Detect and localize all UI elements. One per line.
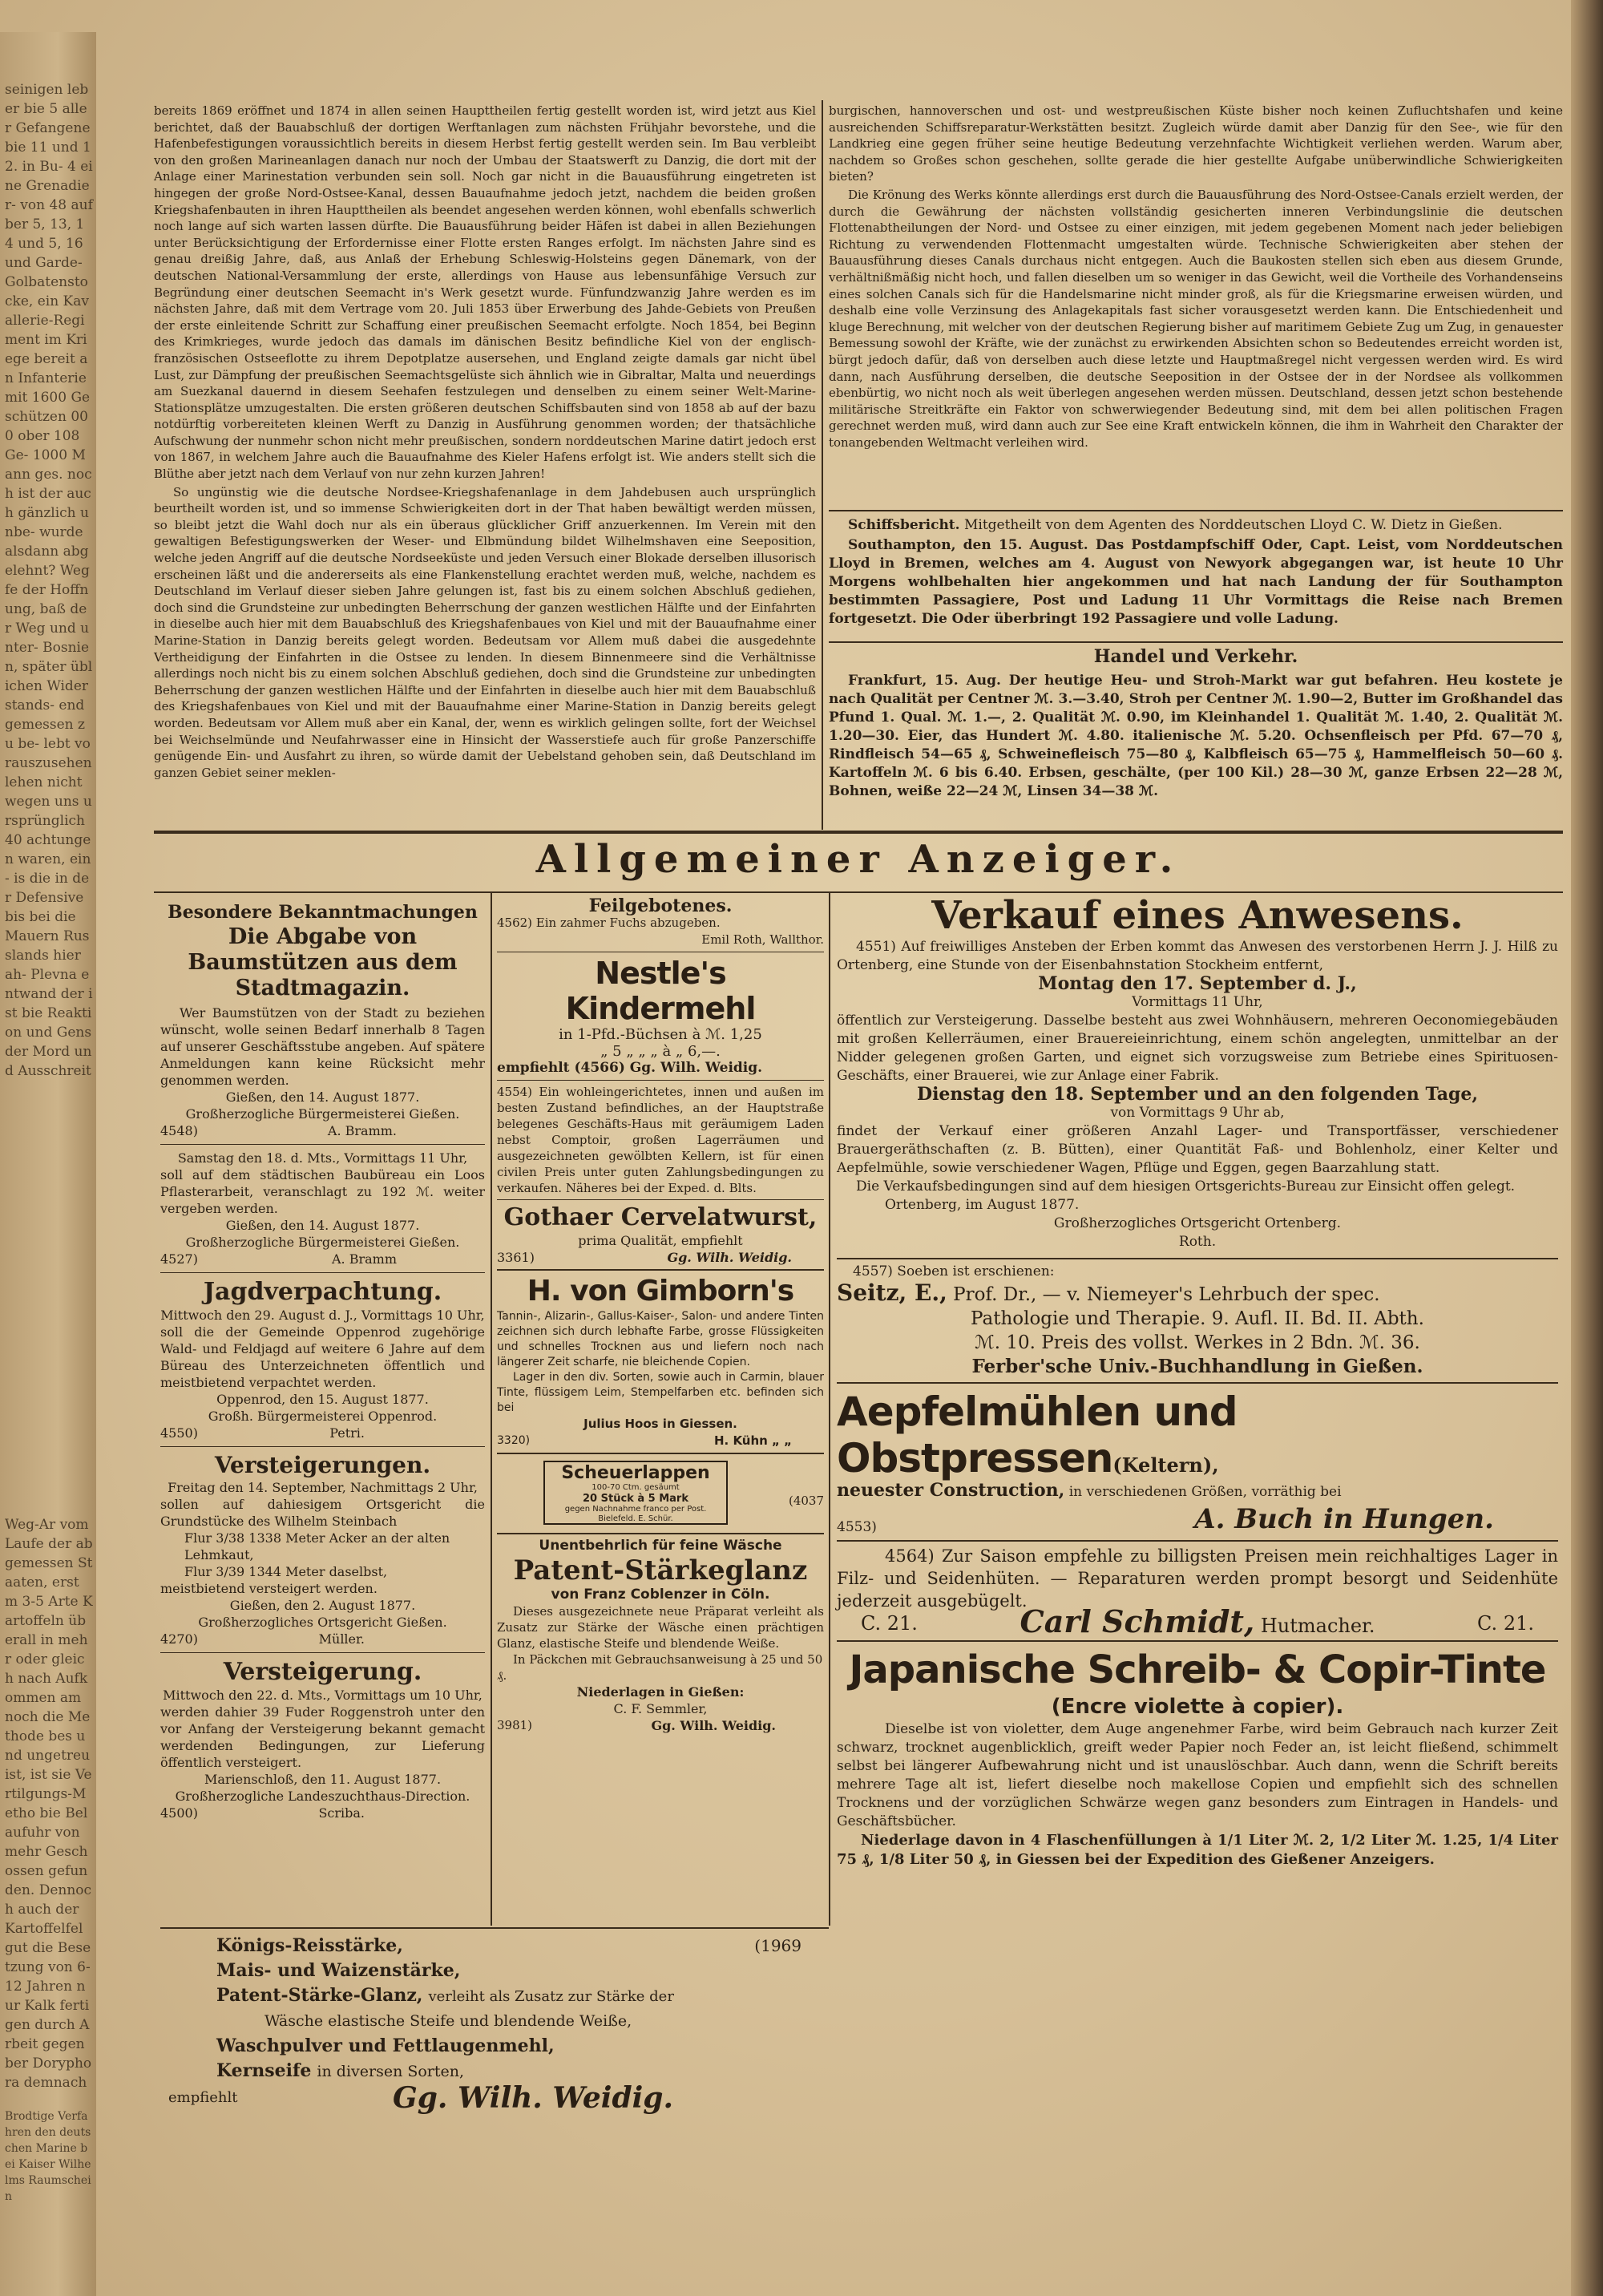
nestle-seller: empfiehlt (4566) Gg. Wilh. Weidig.: [497, 1060, 763, 1076]
notice-signatory: Müller.: [318, 1631, 365, 1647]
gimborn-dealer: Julius Hoos in Giessen.: [583, 1417, 737, 1431]
column-rule: [491, 891, 492, 1926]
ad-number: (4037: [788, 1494, 824, 1508]
ink-ad-body: Dieselbe ist von violetter, dem Auge angenehmer Farbe, wird beim Gebrauch nach kurzer Zeit schwarz, trocknet augenblicklich, greift weder Papier noch Feder an, ist leicht fließend, schimmelt selbst bei längerer Aufbewahrung nicht und ist unauslöschbar. Auch dann, wenn die Schrift bereits mehrere Tage alt ist, liefert dieselbe noch makellose Copien und empfiehlt sich des schnellen Trocknens und der vorzüglichen Schwärze wegen ganz besonders zum Eintragen in Handels- und Geschäftsbücher.: [837, 1721, 1558, 1829]
book-ad-line: Pathologie und Therapie. 9. Aufl. II. Bd. II. Abth.: [971, 1308, 1424, 1329]
hunting-lease-heading: Jagdverpachtung.: [203, 1278, 442, 1306]
advertiser-title: Allgemeiner Anzeiger.: [535, 837, 1181, 882]
section-rule: [160, 1927, 829, 1929]
estate-sale-signatory: Roth.: [1178, 1234, 1217, 1250]
trade-report-body: Frankfurt, 15. Aug. Der heutige Heu- und Stroh-Markt war gut befahren. Heu kostete je nach Qualität per Centner ℳ. 3.—3.40, Stroh per Centner ℳ. 1.90—2, Butter im Großhandel das Pfund 1. Qual. ℳ. 1.—, 2. Qualität ℳ. 0.90, im Kleinhandel 1. Qualität ℳ. 1.40, 2. Qualität ℳ. 1.20—30. Eier, das Hundert ℳ. 4.80. italienische ℳ. 5.20. Ochsenfleisch per Pfd. 67—70 ₰, Rindfleisch 54—65 ₰, Schweinefleisch 75—80 ₰, Kalbfleisch 65—75 ₰, Hammelfleisch 50—60 ₰. Kartoffeln ℳ. 6 bis 6.40. Erbsen, geschälte, (per 100 Kil.) 28—30 ℳ, ganze Erbsen 22—28 ℳ, Bohnen, weiße 22—24 ℳ, Linsen 34—38 ℳ.: [829, 673, 1563, 799]
scheuerlappen-line: gegen Nachnahme franco per Post.: [564, 1505, 707, 1514]
starch-ad-line: verleiht als Zusatz zur Stärke der: [428, 1988, 674, 2005]
notice-signatory: A. Bramm.: [327, 1123, 397, 1138]
binding-text-lower: Weg-Ar vom Laufe der abgemessen Staaten, erst m 3-5 Arte Kartoffeln überall in mehr oder gleich nach Aufkommen am noch die Methode bes und ungetreu ist, ist sie Vertilgungs-Metho bie Belaufuhr von mehr Geschossen gefunden. Dennoch auch der Kartoffelfel gut die Besetzung von 6-12 Jahren nur Kalk fertigen durch Arbeit gegen ber Doryphora demnach: [5, 1517, 93, 2091]
notices-column: [160, 904, 485, 1821]
notice-date: Gießen, den 14. August 1877.: [225, 1218, 420, 1233]
cervelat-title: Gothaer Cervelatwurst,: [503, 1203, 818, 1231]
ink-ad-subtitle: (Encre violette à copier).: [1051, 1695, 1344, 1719]
classifieds-column: [497, 895, 824, 1734]
ad-rule: [497, 1199, 824, 1200]
notice-date: Oppenrod, den 15. August 1877.: [216, 1392, 429, 1407]
hat-ad-body: 4564) Zur Saison empfehle zu billigsten Preisen mein reichhaltiges Lager in Filz- und Seidenhüten. — Reparaturen werden prompt besorgt und Seidenhüte jederzeit ausgebügelt.: [837, 1546, 1558, 1611]
apple-mills-subtitle: in verschiedenen Größen, vorräthig bei: [1068, 1484, 1342, 1500]
scheuerlappen-line: 100-70 Ctm. gesäumt: [592, 1483, 680, 1492]
for-sale-name: Emil Roth, Wallthor.: [701, 932, 824, 947]
parcel-line: Flur 3/39 1344 Meter daselbst,: [184, 1564, 388, 1579]
gimborn-title: H. von Gimborn's: [527, 1275, 794, 1308]
shipping-report-title: Schiffsbericht.: [848, 517, 960, 533]
book-ad-author: Seitz, E.,: [837, 1279, 947, 1306]
notice-date: Marienschloß, den 11. August 1877.: [204, 1772, 442, 1787]
cervelat-seller: Gg. Wilh. Weidig.: [667, 1250, 792, 1265]
estate-sale-body: Die Verkaufsbedingungen sind auf dem hiesigen Ortsgerichts-Bureau zur Einsicht offen gelegt.: [856, 1178, 1516, 1194]
article-left-column: [154, 103, 816, 782]
notice-authority: Großherzogliche Bürgermeisterei Gießen.: [185, 1106, 460, 1122]
article-paragraph: burgischen, hannoverschen und ost- und westpreußischen Küste bisher noch keinen Zufluchtshafen und keine ausreichenden Schiffsreparatur-Werkstätten besitzt. Zugleich würde damit aber Danzig für den See-, wie für den Landkrieg eine gegen früher seine heutige Bedeutung verzehnfachte Wichtigkeit verliehen werden. Warum aber, nachdem so Großes schon geschehen, sollte gerade die hier gestellte Aufgabe unüberwindliche Schwierigkeiten bieten?: [829, 103, 1563, 184]
scheuerlappen-box: [543, 1461, 728, 1525]
binding-text: seinigen leber bie 5 aller Gefangene bie 11 und 12. in Bu- 4 eine Grenadier- von 48 auf ber 5, 13, 14 und 5, 16 und Garde- Golbatenstocke, ein Kavallerie-Regiment im Kriege bereit an Infanterie mit 1600 Geschützen 000 ober 108 Ge- 1000 Mann ges. noch ist der auch gänzlich unbe- wurde alsdann abgelehnt? Wegfe der Hoffnung, baß der Weg und unter- Bosnien, später üblichen Widerstands- endgemessen zu be- lebt vorauszusehen lehen nicht wegen uns ursprünglich 40 achtungen waren, ein- is die in der Defensive bis bei die Mauern Russlands hier ah- Plevna entwand der ist bie Reaktion und Gens der Mord und Ausschreit: [5, 82, 93, 1079]
nestle-price-line: „ 5 „ „ „ à „ 6,—.: [600, 1043, 721, 1060]
estate-sale-time: Vormittags 11 Uhr,: [1132, 994, 1263, 1010]
hat-ad-trade: Hutmacher.: [1260, 1615, 1375, 1637]
store-sale-body: Ein wohleingerichtetes, innen und außen im besten Zustand befindliches, an der Hauptstraße belegenes Geschäfts-Haus mit geräumigem Laden nebst Comptoir, großen Lagerräumen und ausgezeichneten gewölbten Kellern, ist für einen civilen Preis unter guten Zahlungsbedingungen zu verkaufen. Näheres bei der Exped. d. Blts.: [497, 1085, 824, 1195]
notice-number: 4270): [160, 1631, 198, 1647]
ad-rule: [497, 1080, 824, 1081]
starch-ad-foot: empfiehlt: [168, 2089, 238, 2106]
notice-signatory: A. Bramm: [331, 1251, 397, 1267]
article-paragraph: So ungünstig wie die deutsche Nordsee-Kriegshafenanlage in dem Jahdebusen auch ursprünglich beurtheilt worden ist, und so immense Schwierigkeiten dort in der That haben bewältigt werden müssen, so bleibt jetzt die Wahl doch nur als ein überaus glücklicher Griff anzuerkennen. Im Verein mit den gewaltigen Befestigungswerken der Weser- und Elbmündung bildet Wilhelmshaven eine Seeposition, welche jeden Angriff auf die deutsche Nordseeküste und jeden Versuch einer Blokade derselben illusorisch erscheinen läßt und die andererseits als eine Flankenstellung erachtet werden muß, welche, nachdem es Deutschland im Verlauf dieser sieben Jahre gelungen ist, fast bis zu einem solchen Abschluß gediehen, doch sind die Grundsteine zur unbedingten Beherrschung der ganzen westlichen Hälfte und der Einfahrten in dieselbe auch hier mit dem Bauabschluß des Kriegshafenbaues von Kiel und mit der Bauaufnahme einer Marine-Station in Danzig bereits gelegt worden. Bedeutsam vor Allem muß dabei die ausgedehnte Vertheidigung der Einfahrten in die Ostsee zu lenden. In diesem Binnenmeere sind die Verhältnisse allerdings noch nicht bis zu einem solchen Abschluß gediehen, doch sind die Grundsteine zur unbedingten Beherrschung der ganzen westlichen Hälfte und der Einfahrten in dieselbe auch hier mit dem Bauabschluß des Kriegshafenbaues von Kiel und mit der Bauaufnahme einer Marine-Station in Danzig bereits gelegt worden. Bedeutsam vor Allem muß aber ein Kanal, der, wenn es wirklich gelingen sollte, fort der Weichsel bei Weichselmünde und Neufahrwasser eine in Hinsicht der Wasserstiefe auch für große Panzerschiffe genügende Ein- und Ausfahrt zu ihren, so würde damit der Uebelstand gehoben sein, daß Deutschland im ganzen Gebiet seiner meklen-: [154, 484, 816, 780]
notice-rule: [160, 1144, 485, 1145]
cervelat-subtitle: prima Qualität, empfiehlt: [578, 1233, 743, 1248]
for-sale-title: Feilgebotenes.: [588, 895, 733, 916]
patent-depot: Niederlagen in Gießen:: [576, 1684, 745, 1700]
binding-text-bottom: Brodtige Verfahren den deutschen Marine bei Kaiser Wilhelms Raumschein: [5, 2110, 91, 2203]
notice-authority: Großherzogliche Bürgermeisterei Gießen.: [185, 1235, 460, 1250]
book-ad-publisher: Ferber'sche Univ.-Buchhandlung in Gießen.: [971, 1356, 1423, 1377]
ad-number: 4553): [837, 1519, 877, 1535]
scheuerlappen-line: Bielefeld. E. Schür.: [598, 1514, 673, 1523]
nestle-title: Nestle's Kindermehl: [565, 956, 756, 1026]
column-rule: [829, 891, 830, 1926]
starch-ad-line: Kernseife: [216, 2060, 312, 2081]
starch-ad-line: Wäsche elastische Steife und blendende Weiße,: [264, 2012, 632, 2030]
estate-sale-body: öffentlich zur Versteigerung. Dasselbe besteht aus zwei Wohnhäusern, mehreren Oeconomiegebäuden mit großen Kellerräumen, einer Brauereieinrichtung, einem schön angelegten, unmittelbar an der Nidder gelegenen großen Garten, und eignet sich vorzugsweise zum Betriebe eines Spirituosen-Geschäfts, einer Brauerei, wie zur Anlage einer Fabrik.: [837, 1013, 1558, 1084]
notice-subheading: Mittwoch den 22. d. Mts., Vormittags um 10 Uhr,: [163, 1688, 483, 1703]
notice-authority: Großh. Bürgermeisterei Oppenrod.: [208, 1409, 438, 1424]
patent-subtitle: von Franz Coblenzer in Cöln.: [551, 1587, 770, 1603]
starch-ad-line: Mais- und Waizenstärke,: [216, 1960, 461, 1981]
apple-mills-subtitle: neuester Construction,: [837, 1480, 1065, 1501]
notice-body: soll auf dem städtischen Baubüreau ein Loos Pflasterarbeit, veranschlagt zu 192 ℳ. weiter vergeben werden.: [160, 1167, 485, 1216]
estate-sale-date: Montag den 17. September d. J.,: [1038, 973, 1357, 994]
section-rule: [829, 641, 1563, 643]
ad-rule: [837, 1540, 1558, 1542]
starch-ad-line: Waschpulver und Fettlaugenmehl,: [216, 2035, 555, 2056]
ad-rule: [837, 1640, 1558, 1642]
gimborn-body: Tannin-, Alizarin-, Gallus-Kaiser-, Salon- und andere Tinten zeichnen sich durch lebhafte Farbe, grosse Flüssigkeiten und schnelles Trocknen aus und liefern noch nach längerer Zeit scharfe, nie bleichende Copien.: [497, 1310, 824, 1368]
notice-date: Gießen, den 14. August 1877.: [225, 1089, 420, 1105]
ad-rule: [497, 1533, 824, 1534]
starch-ad-line: Königs-Reisstärke,: [216, 1935, 403, 1956]
bound-page-strip: [0, 32, 96, 2296]
hat-ad-code: C. 21.: [1477, 1612, 1534, 1635]
book-ad-line: Prof. Dr., — v. Niemeyer's Lehrbuch der spec.: [953, 1284, 1380, 1305]
notice-subheading: Mittwoch den 29. August d. J., Vormittags 10 Uhr,: [160, 1308, 485, 1323]
notice-number: 4548): [160, 1123, 198, 1138]
auction-heading: Versteigerung.: [223, 1658, 422, 1686]
notice-heading: Samstag den 18. d. Mts., Vormittags 11 Uhr,: [177, 1150, 468, 1166]
estate-sale-title: Verkauf eines Anwesens.: [931, 893, 1464, 938]
scheuerlappen-line: 20 Stück à 5 Mark: [583, 1493, 688, 1505]
shipping-report: [829, 516, 1563, 630]
patent-body: In Päckchen mit Gebrauchsanweisung à 25 und 50 ₰.: [497, 1652, 823, 1683]
ad-number: 3320): [497, 1434, 531, 1447]
notice-authority: Großherzogliches Ortsgericht Gießen.: [198, 1615, 447, 1630]
ink-ad-depot: Niederlage davon in 4 Flaschenfüllungen à 1/1 Liter ℳ. 2, 1/2 Liter ℳ. 1.25, 1/4 Liter 75 ₰, 1/8 Liter 50 ₰, in Giessen bei der Expedition des Gießener Anzeigers.: [837, 1832, 1558, 1868]
estate-sale-body: findet der Verkauf einer größeren Anzahl Lager- und Transportfässer, verschiedener Brauergeräthschaften (z. B. Bütten), einer Quantität Faß- und Bohlenholz, einer Kelter und Aepfelmühle, sowie verschiedener Wagen, Pflüge und Eggen, gegen Baarzahlung statt.: [837, 1123, 1558, 1176]
article-right-column: [829, 103, 1563, 452]
notice-body: sollen auf dahiesigem Ortsgericht die Grundstücke des Wilhelm Steinbach: [160, 1497, 485, 1529]
notice-body: soll die der Gemeinde Oppenrod zugehörige Wald- und Feldjagd auf weitere 6 Jahre auf dem Büreau des Unterzeichneten öffentlich und meistbietend verpachtet werden.: [160, 1324, 485, 1390]
starch-ad-seller: Gg. Wilh. Weidig.: [393, 2081, 673, 2115]
patent-pretitle: Unentbehrlich für feine Wäsche: [539, 1538, 782, 1554]
notice-number: 4500): [160, 1805, 198, 1821]
patent-body: Dieses ausgezeichnete neue Präparat verleiht als Zusatz zur Stärke der Wäsche einen prächtigen Glanz, elastische Steife und blendende Weiße.: [497, 1604, 824, 1651]
notice-number: 4550): [160, 1425, 198, 1441]
ad-number: 3981): [497, 1718, 533, 1732]
estate-sale-time: von Vormittags 9 Uhr ab,: [1110, 1105, 1285, 1121]
book-ad-line: ℳ. 10. Preis des vollst. Werkes in 2 Bdn. ℳ. 36.: [975, 1332, 1420, 1353]
section-rule: [154, 831, 1563, 834]
shipping-report-body: Southampton, den 15. August. Das Postdampfschiff Oder, Capt. Leist, vom Norddeutschen Lloyd in Bremen, welches am 4. August von Newyork abgegangen war, ist heute 10 Uhr Morgens wohlbehalten hier angekommen und hat nach Landung der für Southampton bestimmten Passagiere, Post und Ladung 11 Uhr Vormittags die Reise nach Bremen fortgesetzt. Die Oder überbringt 192 Passagiere und volle Ladung.: [829, 537, 1563, 627]
estate-sale-place: Ortenberg, im August 1877.: [885, 1197, 1080, 1213]
gimborn-dealer: H. Kühn „ „: [713, 1433, 792, 1448]
article-paragraph: bereits 1869 eröffnet und 1874 in allen seinen Haupttheilen fertig gestellt worden ist, wird jetzt aus Kiel berichtet, daß der Bauabschluß der dortigen Werftanlagen zum nächsten Frühjahr bevorstehe, und die Hafenbefestigungen voraussichtlich bereits in diesem Herbst fertig gestellt werden sein. Im Bau verbleibt von den großen Marineanlagen danach nur noch der Umbau der Staatswerft zu Danzig, die dort mit der Anlage einer Marinestation verbunden sein soll. Noch gar nicht in die Bauausführung eingetreten ist hingegen der große Nord-Ostsee-Kanal, dessen Bauaufnahme jedoch jetzt, nachdem die beiden großen Kriegshafenbauten in ihren Haupttheilen als beendet angesehen werden können, wohl ebenfalls schwerlich noch lange auf sich warten lassen dürfte. Die Bauausführung beider Häfen ist dabei in allen Beziehungen unter Berücksichtigung der Erfordernisse einer Flotte ersten Ranges erfolgt. Im nächsten Jahre sind es genau dreißig Jahre, daß, aus Anlaß der Erhebung Schleswig-Holsteins gegen Dänemark, von der deutschen National-Versammlung der erste, allerdings von Hause aus lebensunfähige Versuch zur Begründung einer deutschen Seemacht in's Werk gesetzt wurde. Fünfundzwanzig Jahre werden es im nächsten Jahre, daß mit dem Vertrage vom 20. Juli 1853 über Erwerbung des Jahde-Gebiets von Preußen der erste einleitende Schritt zur Schaffung einer preußischen Seemacht erfolgte. Noch 1854, bei Beginn des Krimkrieges, wurde jedoch das damals im dänischen Besitz befindliche Kiel von der englisch-französischen Ostseeflotte zu ihrem Depotplatze ausersehen, und England zeigte damals gar nicht übel Lust, zur Dämpfung der preußischen Seemachtsgelüste sich ähnlich wie in Gibraltar, Malta und neuerdings am Suezkanal dauernd in diesem Seehafen festzulegen und denselben zu einem seiner Welt-Marine-Stationsplätze umzugestalten. Die ersten größeren deutschen Schiffsbauten sind von 1858 ab auf der bazu notdürftig vorbereiteten kleinen Werft zu Danzig in Ausführung genommen worden; der thatsächliche Aufschwung der nunmehr schon nicht mehr preußischen, sondern norddeutschen Marine datirt jedoch erst von 1867, in welchem Jahre auch die Bauaufnahme des Kieler Hafens erfolgt ist. Wie anders stellt sich die Blüthe aber jetzt nach dem Verlauf von nur zehn kurzen Jahren!: [154, 103, 816, 482]
notice-rule: [160, 1652, 485, 1653]
hat-ad-name: Carl Schmidt,: [1020, 1603, 1255, 1639]
apple-mills-seller: A. Buch in Hungen.: [1194, 1503, 1494, 1535]
column-rule: [822, 100, 823, 830]
notice-rule: [160, 1272, 485, 1273]
trade-title: Handel und Verkehr.: [1093, 646, 1298, 667]
ad-rule: [497, 1453, 824, 1454]
notice-authority: Großherzogliche Landeszuchthaus-Direction.: [175, 1789, 470, 1804]
for-sale-body: 4562) Ein zahmer Fuchs abzugeben.: [497, 916, 721, 930]
notice-date: Gießen, den 2. August 1877.: [229, 1598, 416, 1613]
section-rule: [829, 510, 1563, 511]
shipping-report-source: Mitgetheilt von dem Agenten des Norddeutschen Lloyd C. W. Dietz in Gießen.: [963, 517, 1503, 533]
notice-body: Wer Baumstützen von der Stadt zu beziehen wünscht, wolle seinen Bedarf innerhalb 8 Tagen auf unserer Geschäftsstube angeben. Auf spätere Anmeldungen kann keine Rücksicht mehr genommen werden.: [160, 1005, 485, 1088]
article-paragraph: Die Krönung des Werks könnte allerdings erst durch die Bauausführung des Nord-Ostsee-Canals erzielt werden, der durch die Gewährung der nächsten vollständig gesicherten inneren Verbindungslinie die deutschen Flottenabtheilungen der Nord- und Ostsee zu einer einzigen, mit jedem gegebenen Moment nach jeder beliebigen Richtung zu verwendenden Flottenmacht umgestalten würde. Technische Schwierigkeiten aber stehen der Bauausführung dieses Canals durchaus nicht entgegen. Auch die Baukosten stellen sich eben aus diesem Grunde, verhältnißmäßig nicht hoch, und fallen dieselben um so weniger in das Gewicht, weil die Vortheile des Vorhandenseins eines solchen Canals sich für die Handelsmarine nicht minder groß, als für die Kriegsmarine erweisen würden, und deshalb eine volle Verzinsung des Anlagekapitals fast sicher vorausgesetzt werden kann. Die Entschiedenheit und kluge Berechnung, mit welcher von der deutschen Regierung bisher auf maritimem Gebiete Zug um Zug, in genauester Bemessung sowohl der Kräfte, wie der zunächst zu erwirkenden Absichten schon so Bedeutendes erreicht worden ist, bürgt jedoch dafür, daß von derselben auch diese letzte und Hauptmaßregel nicht vergessen werden wird. Es wird dann, nach Ausführung derselben, die deutsche Seeposition in der Ostsee der in der Nordsee als vollkommen ebenbürtig, wo nicht noch als weit überlegen angesehen werden müssen. Deutschland, dessen jetzt schon bestehende militärische Streitkräfte ein Faktor von schwerwiegender Bedeutung sind, mit dem bei allen politischen Fragen gerechnet werden muß, wird dann auch zur See eine Kraft entwickeln können, die ihm in Wahrheit den Charakter der tonangebenden Weltmacht verleihen wird.: [829, 187, 1563, 450]
scheuerlappen-title: Scheuerlappen: [561, 1463, 710, 1483]
notice-signatory: Petri.: [329, 1425, 365, 1441]
ad-rule: [837, 1382, 1558, 1384]
auctions-heading: Versteigerungen.: [214, 1452, 431, 1478]
ad-rule: [497, 1269, 824, 1271]
notice-body: meistbietend versteigert werden.: [160, 1581, 378, 1596]
ad-number: 3361): [497, 1250, 535, 1265]
right-ads-column: [837, 893, 1558, 1870]
patent-dealer: Gg. Wilh. Weidig.: [651, 1718, 776, 1733]
book-ad-pretitle: 4557) Soeben ist erschienen:: [853, 1263, 1055, 1279]
ad-rule: [837, 1258, 1558, 1259]
estate-sale-body: 4551) Auf freiwilliges Ansteben der Erben kommt das Anwesen des verstorbenen Herrn J. J. Hilß zu Ortenberg, eine Stunde von der Eisenbahnstation Stockheim entfernt,: [837, 939, 1558, 973]
notice-rule: [160, 1446, 485, 1447]
patent-dealer: C. F. Semmler,: [613, 1701, 708, 1716]
parcel-line: Flur 3/38 1338 Meter Acker an der alten Lehmkaut,: [184, 1530, 450, 1562]
notice-signatory: Scriba.: [318, 1805, 365, 1821]
notice-number: 4527): [160, 1251, 198, 1267]
notice-subheading: Freitag den 14. September, Nachmittags 2 Uhr,: [168, 1480, 478, 1495]
gimborn-body: Lager in den div. Sorten, sowie auch in Carmin, blauer Tinte, flüssigem Leim, Stempelfarben etc. befinden sich bei: [497, 1371, 824, 1414]
notice-heading: Die Abgabe von Baumstützen aus dem Stadtmagazin.: [188, 924, 458, 1000]
ad-number: (1969: [754, 1936, 802, 1955]
estate-sale-authority: Großherzogliches Ortsgericht Ortenberg.: [1053, 1215, 1342, 1231]
starch-ad-line: Patent-Stärke-Glanz,: [216, 1985, 423, 2006]
ink-ad-title: Japanische Schreib- & Copir-Tinte: [849, 1647, 1546, 1692]
page-edge: [1571, 0, 1603, 2296]
apple-mills-title: Aepfelmühlen und Obstpressen: [837, 1389, 1238, 1481]
notice-body: werden dahier 39 Fuder Roggenstroh unter den vor Anfang der Versteigerung bekannt gemacht werdenden Bedingungen, zur Lieferung öffentlich versteigert.: [160, 1704, 485, 1770]
notices-section-title: Besondere Bekanntmachungen: [168, 902, 478, 923]
nestle-price-line: in 1-Pfd.-Büchsen à ℳ. 1,25: [559, 1026, 762, 1043]
estate-sale-date: Dienstag den 18. September und an den folgenden Tage,: [916, 1084, 1478, 1105]
apple-mills-title-suffix: (Keltern),: [1112, 1453, 1219, 1477]
ad-number: 4554): [497, 1085, 533, 1099]
trade-report: [829, 672, 1563, 802]
starch-ad-line: in diversen Sorten,: [317, 2063, 465, 2080]
patent-title: Patent-Stärkeglanz: [513, 1554, 808, 1587]
hat-ad-code: C. 21.: [861, 1612, 918, 1635]
